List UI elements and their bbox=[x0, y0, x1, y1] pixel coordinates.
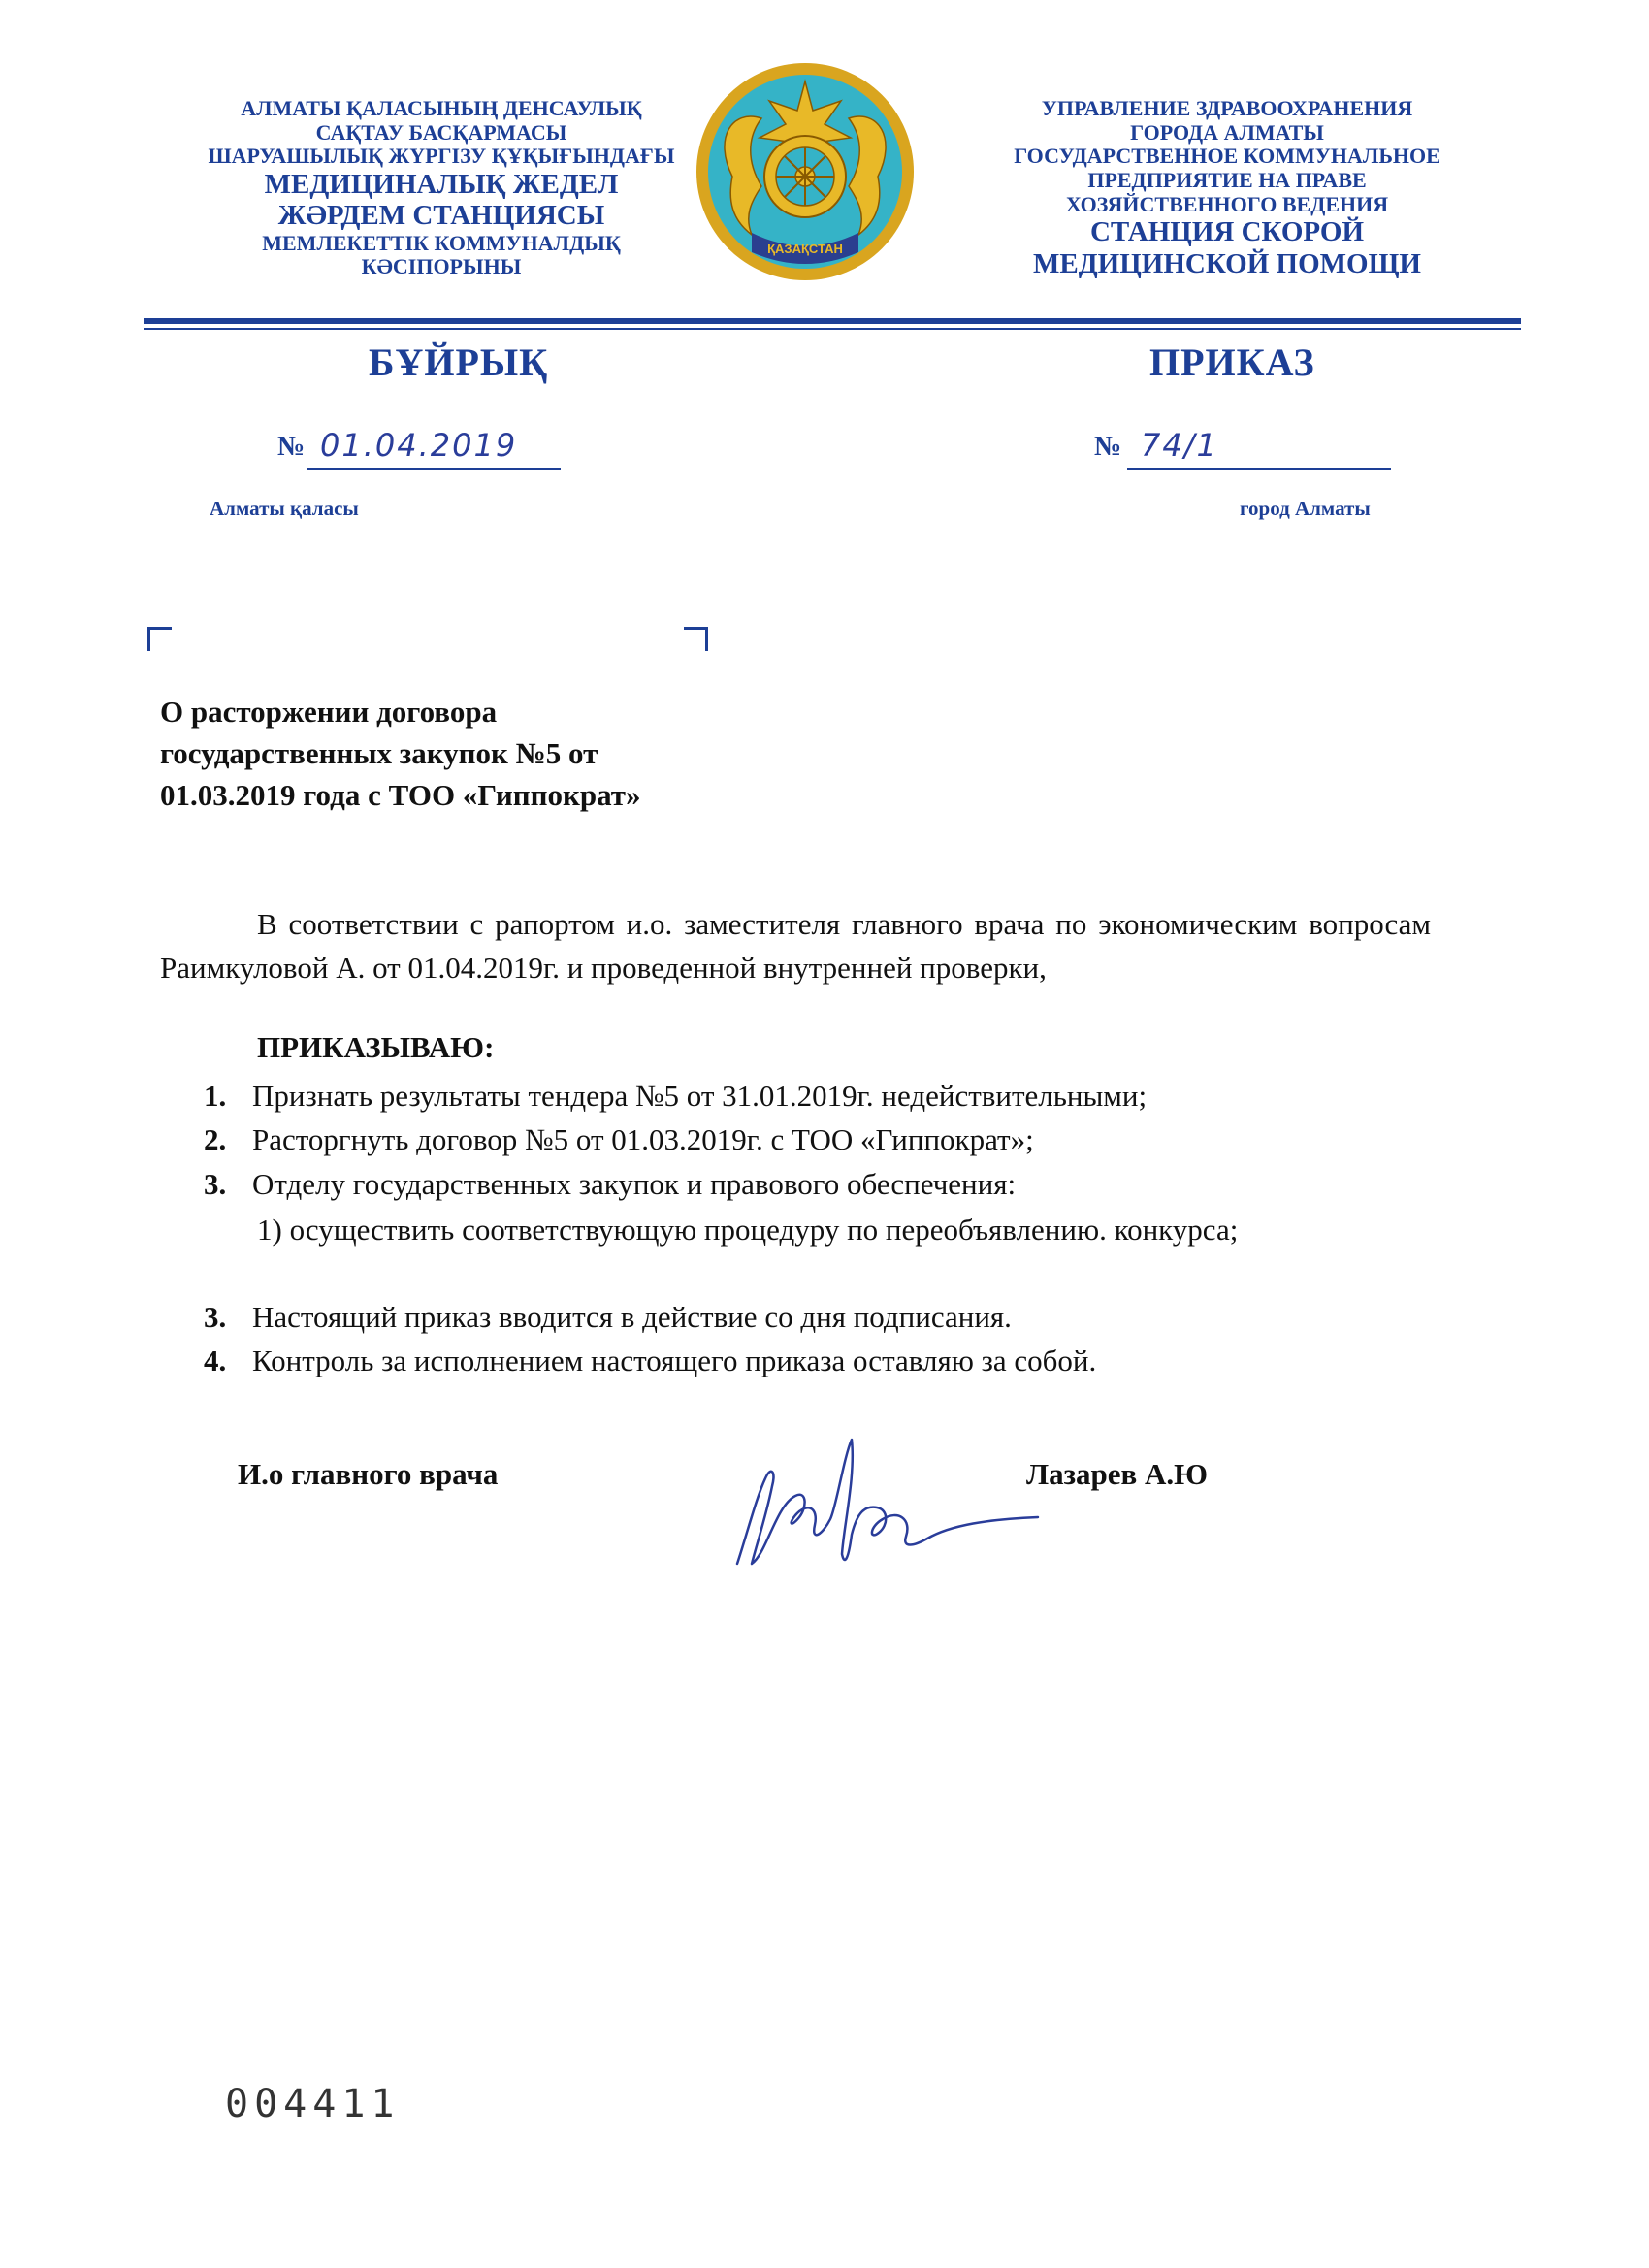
letterhead-ru-line: ХОЗЯЙСТВЕННОГО ВЕДЕНИЯ bbox=[1065, 191, 1389, 216]
order-date-handwritten: 01.04.2019 bbox=[320, 427, 518, 464]
order-number-underline bbox=[1127, 468, 1391, 470]
city-kz: Алматы қаласы bbox=[210, 497, 359, 520]
letterhead-ru-line: СТАНЦИЯ СКОРОЙ bbox=[1089, 216, 1365, 248]
serial-number: 004411 bbox=[225, 2082, 401, 2126]
letterhead-kz-line: МЕДИЦИНАЛЫҚ ЖЕДЕЛ bbox=[264, 168, 619, 200]
order-directive: ПРИКАЗЫВАЮ: bbox=[257, 1030, 495, 1064]
letterhead-kz bbox=[184, 97, 698, 279]
preamble-paragraph: В соответствии с рапортом и.о. заместителя главного врача по экономическим вопросам Раимкуловой А. от 01.04.2019г. и проведенной внутренней проверки, bbox=[160, 907, 1431, 985]
order-number-prefix: № bbox=[1094, 432, 1122, 462]
state-emblem-icon bbox=[694, 60, 917, 283]
letterhead-ru bbox=[970, 97, 1484, 279]
emblem-text: ҚАЗАҚСТАН bbox=[767, 242, 843, 256]
letterhead-kz-line: ШАРУАШЫЛЫҚ ЖҮРГІЗУ ҚҰҚЫҒЫНДАҒЫ bbox=[208, 144, 675, 169]
order-item-text: Отделу государственных закупок и правового обеспечения: bbox=[252, 1167, 1017, 1201]
order-item-text: Расторгнуть договор №5 от 01.03.2019г. с ТОО «Гиппократ»; bbox=[252, 1122, 1034, 1156]
order-item-number: 1. bbox=[204, 1079, 227, 1113]
letterhead-divider-thin bbox=[144, 328, 1521, 330]
subject-corner-right bbox=[684, 627, 708, 651]
order-item-text: Признать результаты тендера №5 от 31.01.2019г. недействительными; bbox=[252, 1079, 1148, 1113]
letterhead-kz-line: МЕМЛЕКЕТТІК КОММУНАЛДЫҚ bbox=[262, 230, 621, 255]
order-subitem: 1) осуществить соответствующую процедуру по переобъявлению. конкурса; bbox=[257, 1213, 1239, 1247]
order-item-text: Контроль за исполнением настоящего приказа оставляю за собой. bbox=[252, 1344, 1097, 1377]
letterhead-ru-line: МЕДИЦИНСКОЙ ПОМОЩИ bbox=[1033, 247, 1421, 279]
city-ru: город Алматы bbox=[1240, 497, 1371, 520]
letterhead-kz-line: ЖӘРДЕМ СТАНЦИЯСЫ bbox=[277, 200, 605, 232]
order-number-handwritten: 74/1 bbox=[1141, 427, 1218, 464]
order-subject bbox=[160, 691, 800, 816]
letterhead-ru-line: ГОСУДАРСТВЕННОЕ КОММУНАЛЬНОЕ bbox=[1014, 144, 1440, 169]
signatory-position: И.о главного врача bbox=[238, 1457, 499, 1491]
order-item-text: Настоящий приказ вводится в действие со дня подписания. bbox=[252, 1300, 1012, 1334]
order-subject-line: 01.03.2019 года с ТОО «Гиппократ» bbox=[160, 778, 641, 813]
letterhead-ru-line: ПРЕДПРИЯТИЕ НА ПРАВЕ bbox=[1087, 167, 1367, 192]
order-subject-line: О расторжении договора bbox=[160, 695, 498, 729]
signatory-name: Лазарев А.Ю bbox=[1026, 1457, 1209, 1491]
order-item-number: 3. bbox=[204, 1167, 227, 1201]
letterhead-kz-line: САҚТАУ БАСҚАРМАСЫ bbox=[315, 119, 567, 145]
order-item-number: 3. bbox=[204, 1300, 227, 1334]
letterhead-ru-line: ГОРОДА АЛМАТЫ bbox=[1130, 119, 1324, 145]
order-subject-line: государственных закупок №5 от bbox=[160, 736, 598, 771]
handwritten-signature bbox=[698, 1418, 1048, 1583]
letterhead-divider bbox=[144, 318, 1521, 324]
order-item-number: 2. bbox=[204, 1122, 227, 1156]
order-title-ru: ПРИКАЗ bbox=[1149, 340, 1315, 384]
order-date-prefix: № bbox=[277, 432, 306, 462]
letterhead-kz-line: АЛМАТЫ ҚАЛАСЫНЫҢ ДЕНСАУЛЫҚ bbox=[241, 96, 642, 120]
subject-corner-left bbox=[147, 627, 172, 651]
order-title-kz: БҰЙРЫҚ bbox=[369, 340, 549, 384]
order-date-underline bbox=[307, 468, 561, 470]
letterhead-ru-line: УПРАВЛЕНИЕ ЗДРАВООХРАНЕНИЯ bbox=[1041, 96, 1413, 120]
letterhead-kz-line: КӘСІПОРЫНЫ bbox=[361, 254, 522, 279]
order-item-number: 4. bbox=[204, 1344, 227, 1377]
